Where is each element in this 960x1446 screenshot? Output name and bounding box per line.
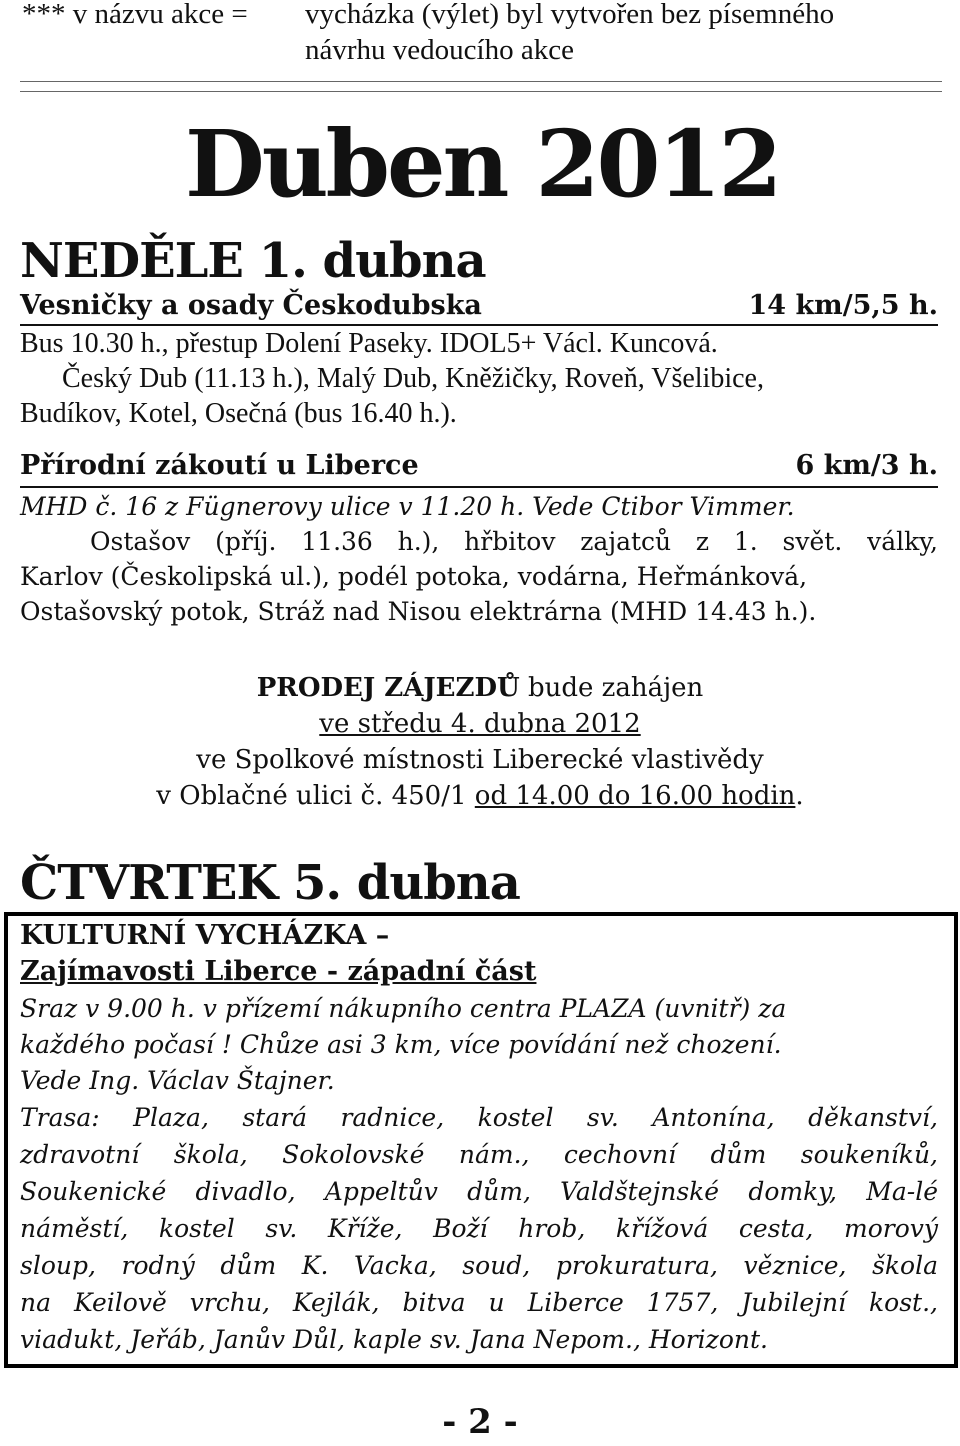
event-line: Budíkov, Kotel, Osečná (bus 16.40 h.).: [20, 398, 457, 429]
sale-notice-end: .: [795, 781, 804, 811]
event-line: Karlov (Českolipská ul.), podél potoka, vodárna, Heřmánková,: [20, 562, 808, 591]
sale-notice-date: ve středu 4. dubna 2012: [319, 709, 641, 739]
header-note-text-2: návrhu vedoucího akce: [305, 34, 574, 66]
event-line: Vede Ing. Václav Štajner.: [20, 1066, 335, 1095]
month-title: Duben 2012: [185, 110, 780, 218]
event-line: sloup, rodný dům K. Vacka, soud, prokuratura, věznice, škola: [20, 1251, 938, 1280]
event-line: Sraz v 9.00 h. v přízemí nákupního centra PLAZA (uvnitř) za: [20, 994, 787, 1023]
event-line: náměstí, kostel sv. Kříže, Boží hrob, křížová cesta, morový: [20, 1214, 938, 1243]
event-line: viadukt, Jeřáb, Janův Důl, kaple sv. Jana Nepom., Horizont.: [20, 1325, 768, 1354]
event-line: Trasa: Plaza, stará radnice, kostel sv. Antonína, děkanství,: [20, 1103, 938, 1132]
event-title-row: [20, 290, 938, 326]
sale-notice-rest: bude zahájen: [519, 673, 704, 703]
sale-notice-line4: [0, 781, 960, 811]
event-line: každého počasí ! Chůze asi 3 km, více povídání než chození.: [20, 1030, 782, 1059]
sale-notice-place: v Oblačné ulici č. 450/1: [156, 781, 475, 811]
sale-notice-line1: [0, 673, 960, 703]
event-title: Zajímavosti Liberce - západní část: [20, 956, 537, 987]
event-line: Český Dub (11.13 h.), Malý Dub, Kněžičky, Roveň, Všelibice,: [62, 363, 764, 394]
divider: [20, 81, 942, 82]
header-note-label: *** v názvu akce =: [22, 0, 248, 30]
event-lead: MHD č. 16 z Fügnerovy ulice v 11.20 h. Vede Ctibor Vimmer.: [20, 492, 795, 521]
event-title-row: [20, 450, 938, 488]
page-number: - 2 -: [442, 1402, 518, 1442]
event-kicker: KULTURNÍ VYCHÁZKA –: [20, 920, 390, 951]
sale-notice-line3: ve Spolkové místnosti Liberecké vlastivědy: [196, 745, 764, 775]
event-title: Přírodní zákoutí u Liberce: [20, 450, 419, 481]
event-distance: 6 km/3 h.: [795, 450, 938, 481]
day-heading-thursday: ČTVRTEK 5. dubna: [20, 855, 520, 911]
event-line: na Keilově vrchu, Kejlák, bitva u Liberce 1757, Jubilejní kost.,: [20, 1288, 938, 1317]
event-line: Ostašovský potok, Stráž nad Nisou elektrárna (MHD 14.43 h.).: [20, 597, 817, 626]
event-line: Bus 10.30 h., přestup Dolení Paseky. IDOL5+ Václ. Kuncová.: [20, 328, 718, 359]
divider: [20, 91, 942, 92]
sale-notice-hours: od 14.00 do 16.00 hodin: [474, 781, 796, 811]
event-line: Soukenické divadlo, Appeltův dům, Valdštejnské domky, Ma-lé: [20, 1177, 938, 1206]
event-line: zdravotní škola, Sokolovské nám., cechovní dům soukeníků,: [20, 1140, 938, 1169]
day-heading-sunday: NEDĚLE 1. dubna: [20, 233, 486, 289]
sale-notice-bold: PRODEJ ZÁJEZDŮ: [256, 673, 520, 703]
event-distance: 14 km/5,5 h.: [748, 290, 938, 321]
header-note-text: vycházka (výlet) byl vytvořen bez písemného: [305, 0, 835, 30]
event-title: Vesničky a osady Českodubska: [20, 290, 482, 321]
sale-notice-line2: [0, 709, 960, 739]
event-line: Ostašov (příj. 11.36 h.), hřbitov zajatců z 1. svět. války,: [90, 527, 938, 556]
